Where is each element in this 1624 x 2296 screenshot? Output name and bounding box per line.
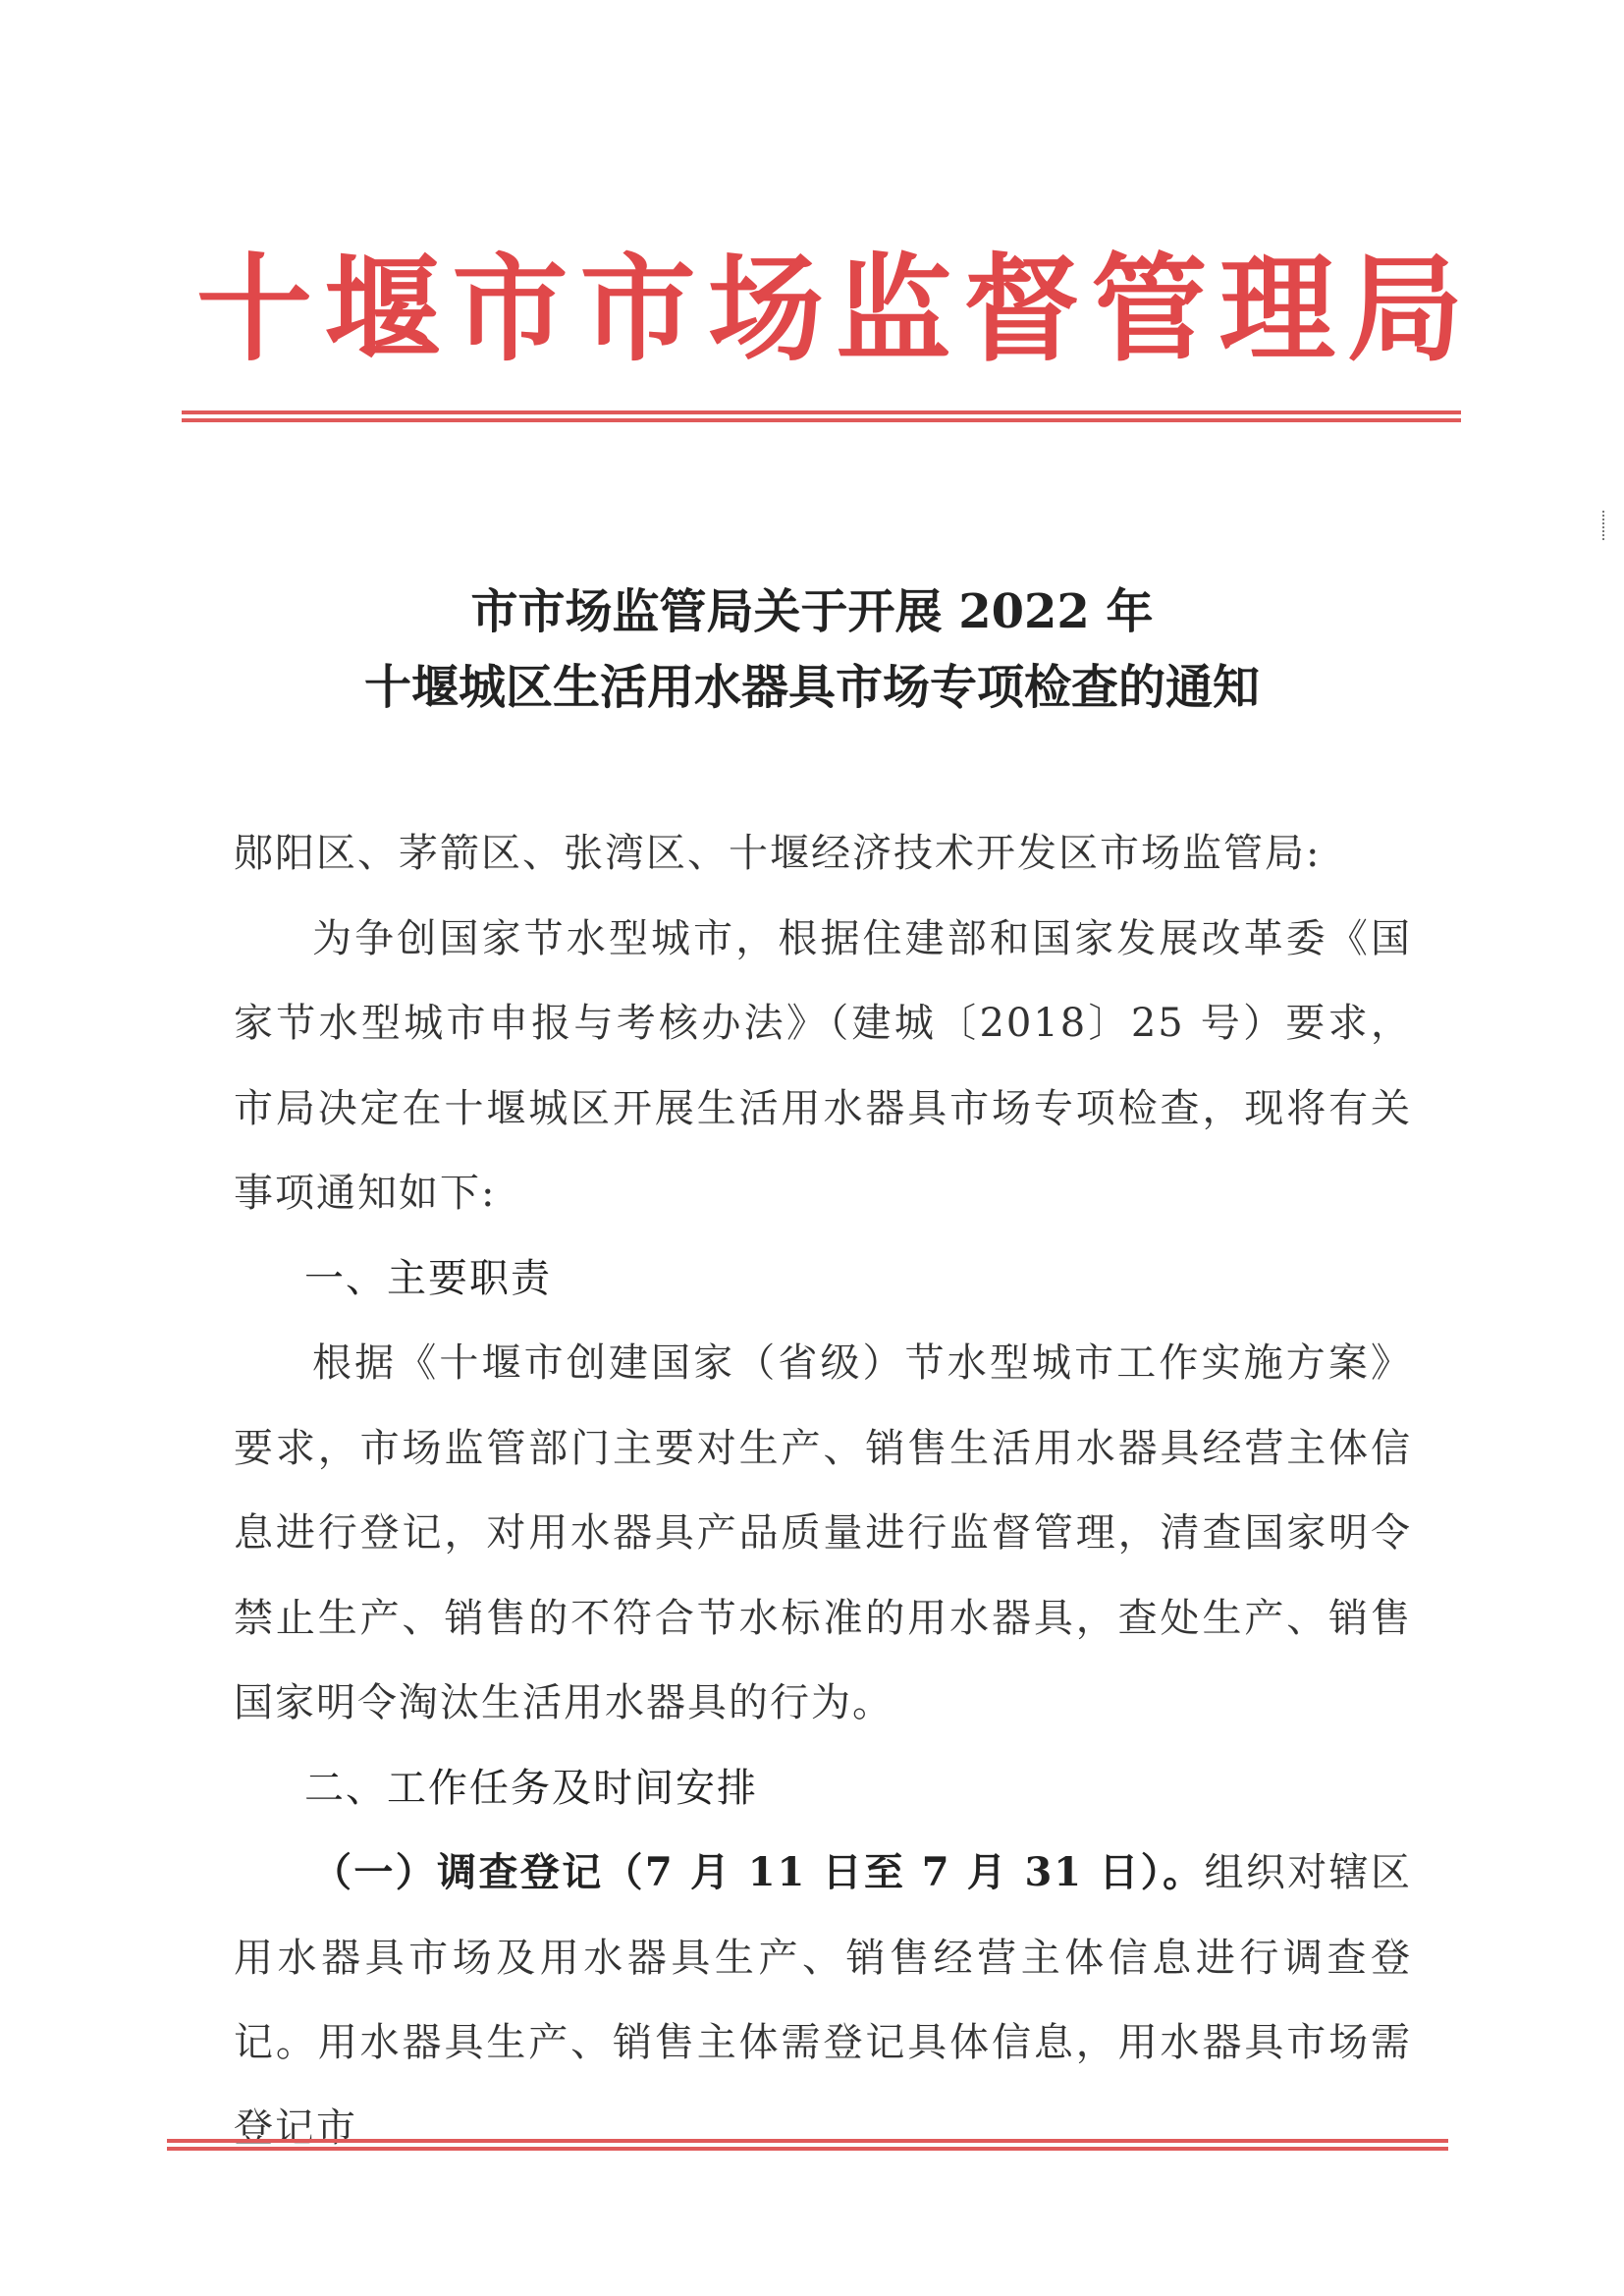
document-title-line-2: 十堰城区生活用水器具市场专项检查的通知 — [363, 660, 1260, 715]
issuing-authority-header — [196, 236, 1463, 383]
header-char: 十 — [196, 242, 313, 377]
item-1-label: （一）调查登记（7 月 11 日至 7 月 31 日）。 — [312, 1849, 1205, 1895]
scan-artifact — [1602, 511, 1608, 540]
section-1-paragraph: 根据《十堰市创建国家（省级）节水型城市工作实施方案》要求，市场监管部门主要对生产、销售生活用水器具经营主体信息进行登记，对用水器具产品质量进行监督管理，清查国家明令禁止生产、销售的不符合节水标准的用水器具，查处生产、销售国家明令淘汰生活用水器具的行为。 — [234, 1340, 1412, 1725]
section-2-heading: 二、工作任务及时间安排 — [304, 1765, 758, 1811]
header-char: 督 — [963, 242, 1080, 377]
header-char: 监 — [836, 242, 952, 377]
header-char: 市 — [452, 242, 568, 377]
header-char: 局 — [1346, 242, 1463, 377]
footer-red-rule — [167, 2139, 1448, 2151]
header-red-rule — [182, 410, 1461, 422]
intro-paragraph: 为争创国家节水型城市，根据住建部和国家发展改革委《国家节水型城市申报与考核办法》（建城〔2018〕25 号）要求，市局决定在十堰城区开展生活用水器具市场专项检查，现将有关事项通知如下: — [234, 915, 1412, 1216]
item-1-paragraph — [234, 1831, 1412, 2170]
header-char: 场 — [707, 242, 824, 377]
header-char: 理 — [1218, 242, 1335, 377]
section-1-heading: 一、主要职责 — [304, 1255, 552, 1301]
header-char: 市 — [579, 242, 696, 377]
header-char: 管 — [1091, 242, 1208, 377]
document-title-line-1: 市市场监管局关于开展 2022 年 — [470, 584, 1154, 639]
item-1-text: 组织对辖区用水器具市场及用水器具生产、销售经营主体信息进行调查登记。用水器具生产、销售主体需登记具体信息，用水器具市场需登记市 — [234, 1850, 1412, 2151]
header-char: 堰 — [324, 242, 441, 377]
addressee-line: 郧阳区、茅箭区、张湾区、十堰经济技术开发区市场监管局: — [234, 831, 1322, 876]
document-body — [234, 811, 1412, 2170]
